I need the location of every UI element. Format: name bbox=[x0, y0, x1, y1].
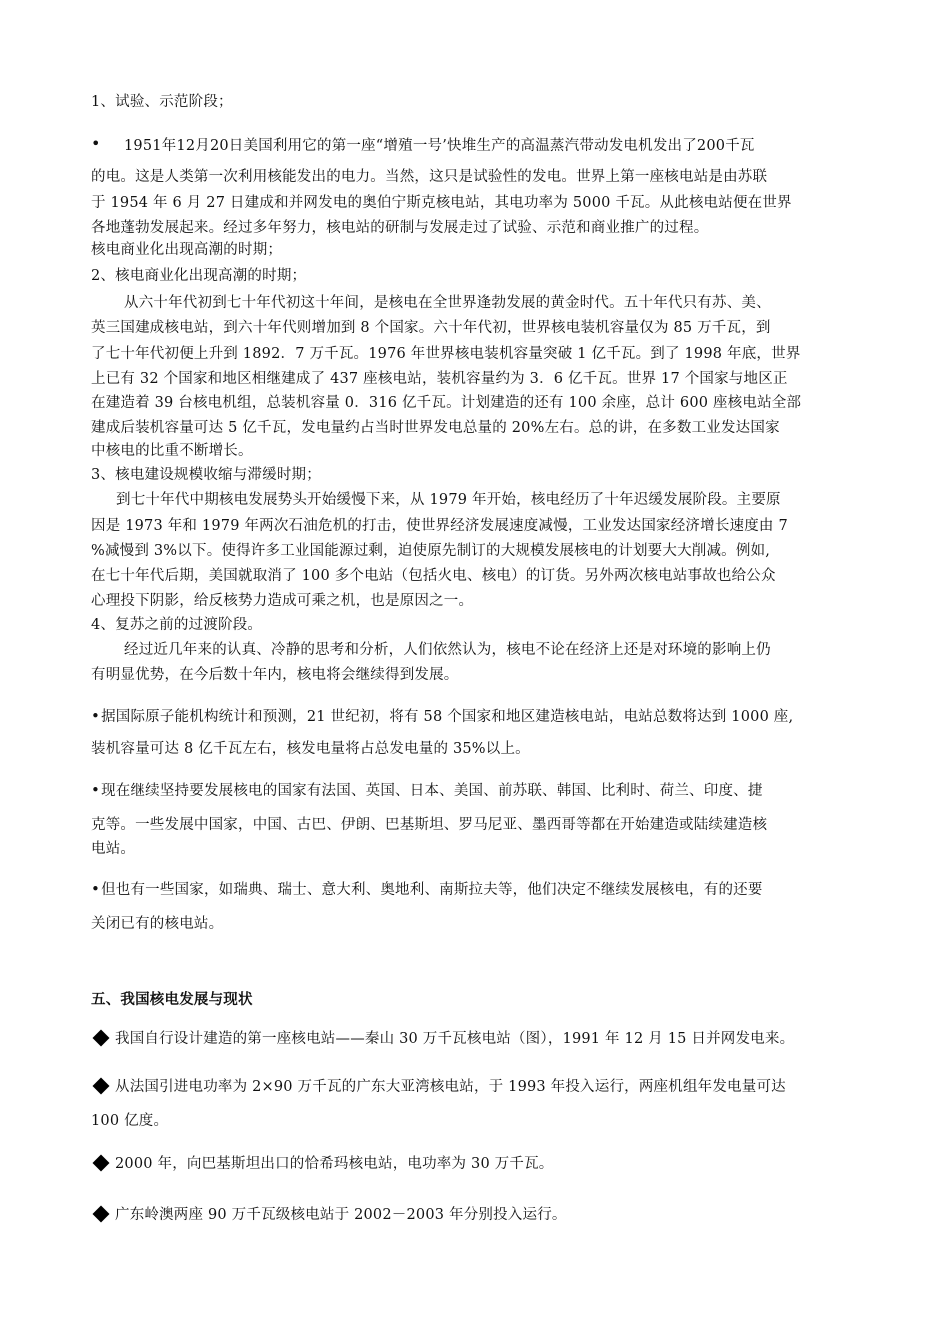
paragraph-4-line-1: 经过近几年来的认真、冷静的思考和分析，人们依然认为，核电不论在经济上还是对环境的影响上仍 bbox=[124, 642, 771, 658]
paragraph-3-line-4: 在七十年代后期，美国就取消了 100 多个电站（包括火电、核电）的订货。另外两次核电站事故也给公众 bbox=[91, 568, 776, 584]
bullet-mark: • bbox=[91, 781, 101, 799]
paragraph-2-line-3: 了七十年代初便上升到 1892．7 万千瓦。1976 年世界核电装机容量突破 1 亿千瓦。到了 1998 年底，世界 bbox=[91, 346, 801, 362]
bullet-1-line-2: 装机容量可达 8 亿千瓦左右，核发电量将占总发电量的 35%以上。 bbox=[91, 741, 530, 757]
paragraph-1-line-2: 的电。这是人类第一次利用核能发出的电力。当然，这只是试验性的发电。世界上第一座核电站是由苏联 bbox=[91, 169, 768, 185]
diamond-item-3 bbox=[91, 1154, 866, 1174]
bullet-mark: • bbox=[91, 880, 101, 898]
section-2-heading: 2、核电商业化出现高潮的时期； bbox=[91, 268, 307, 284]
paragraph-4-line-2: 有明显优势，在今后数十年内，核电将会继续得到发展。 bbox=[91, 667, 459, 683]
bullet-1-text: 据国际原子能机构统计和预测，21 世纪初，将有 58 个国家和地区建造核电站，电站总数将达到 1000 座, bbox=[101, 709, 794, 725]
paragraph-2-line-5: 在建造着 39 台核电机组，总装机容量 0．316 亿千瓦。计划建造的还有 100 余座，总计 600 座核电站全部 bbox=[91, 395, 802, 411]
section-5-heading: 五、我国核电发展与现状 bbox=[91, 992, 253, 1008]
paragraph-2-line-6: 建成后装机容量可达 5 亿千瓦，发电量约占当时世界发电总量的 20%左右。总的讲，在多数工业发达国家 bbox=[91, 420, 780, 436]
paragraph-2-line-4: 上已有 32 个国家和地区相继建成了 437 座核电站，装机容量约为 3．6 亿千瓦。世界 17 个国家与地区正 bbox=[91, 371, 788, 387]
diamond-item-2-text: 从法国引进电功率为 2×90 万千瓦的广东大亚湾核电站，于 1993 年投入运行，两座机组年发电量可达 bbox=[115, 1079, 786, 1095]
paragraph-1-line-5: 核电商业化出现高潮的时期； bbox=[91, 242, 283, 258]
bullet-2-line-1 bbox=[91, 780, 866, 801]
bullet-3-text: 但也有一些国家，如瑞典、瑞士、意大利、奥地利、南斯拉夫等，他们决定不继续发展核电，有的还要 bbox=[101, 882, 763, 898]
paragraph-3-line-5: 心理投下阴影，给反核势力造成可乘之机，也是原因之一。 bbox=[91, 593, 474, 609]
bullet-3-line-1 bbox=[91, 879, 866, 900]
diamond-item-2-line-2: 100 亿度。 bbox=[91, 1113, 169, 1129]
bullet-3-line-2: 关闭已有的核电站。 bbox=[91, 916, 224, 932]
paragraph-2-line-2: 英三国建成核电站，到六十年代则增加到 8 个国家。六十年代初，世界核电装机容量仅为 85 万千瓦，到 bbox=[91, 320, 771, 336]
diamond-bullet-icon bbox=[93, 1206, 110, 1223]
paragraph-1-line-4: 各地蓬勃发展起来。经过多年努力，核电站的研制与发展走过了试验、示范和商业推广的过程。 bbox=[91, 220, 709, 236]
bullet-2-line-3: 电站。 bbox=[91, 841, 136, 857]
section-1-heading: 1、试验、示范阶段； bbox=[91, 94, 233, 110]
diamond-bullet-icon bbox=[93, 1030, 110, 1047]
diamond-item-4-text: 广东岭澳两座 90 万千瓦级核电站于 2002－2003 年分别投入运行。 bbox=[115, 1207, 567, 1223]
section-4-heading: 4、复苏之前的过渡阶段。 bbox=[91, 617, 263, 633]
diamond-bullet-icon bbox=[93, 1155, 110, 1172]
bullet-2-text: 现在继续坚持要发展核电的国家有法国、英国、日本、美国、前苏联、韩国、比利时、荷兰、印度、捷 bbox=[101, 783, 763, 799]
paragraph-1-line-1: 1951年12月20日美国利用它的第一座“增殖一号’快堆生产的高温蒸汽带动发电机发出了200千瓦 bbox=[124, 138, 755, 154]
paragraph-1-line-3: 于 1954 年 6 月 27 日建成和并网发电的奥伯宁斯克核电站，其电功率为 5000 千瓦。从此核电站便在世界 bbox=[91, 195, 792, 211]
paragraph-3-line-3: %减慢到 3%以下。使得许多工业国能源过剩，迫使原先制订的大规模发展核电的计划要大大削减。例如, bbox=[91, 543, 771, 559]
diamond-item-1 bbox=[91, 1029, 866, 1049]
paragraph-2-line-1: 从六十年代初到七十年代初这十年间，是核电在全世界逢勃发展的黄金时代。五十年代只有苏、美、 bbox=[124, 295, 771, 311]
bullet-mark: • bbox=[91, 707, 101, 725]
paragraph-2-line-7: 中核电的比重不断增长。 bbox=[91, 443, 253, 459]
bullet-1-line-1 bbox=[91, 706, 866, 727]
diamond-item-3-text: 2000 年，向巴基斯坦出口的恰希玛核电站，电功率为 30 万千瓦。 bbox=[115, 1156, 554, 1172]
bullet-2-line-2: 克等。一些发展中国家，中国、古巴、伊朗、巴基斯坦、罗马尼亚、墨西哥等都在开始建造或陆续建造核 bbox=[91, 817, 768, 833]
diamond-item-2 bbox=[91, 1077, 866, 1097]
section-3-heading: 3、核电建设规模收缩与滞缓时期； bbox=[91, 467, 321, 483]
diamond-bullet-icon bbox=[93, 1078, 110, 1095]
bullet-mark: • bbox=[91, 134, 101, 153]
paragraph-3-line-1: 到七十年代中期核电发展势头开始缓慢下来，从 1979 年开始，核电经历了十年迟缓发展阶段。主要原 bbox=[116, 492, 781, 508]
diamond-item-4 bbox=[91, 1205, 866, 1225]
paragraph-3-line-2: 因是 1973 年和 1979 年两次石油危机的打击，使世界经济发展速度减慢，工业发达国家经济增长速度由 7 bbox=[91, 518, 788, 534]
diamond-item-1-text: 我国自行设计建造的第一座核电站——秦山 30 万千瓦核电站（图），1991 年 12 月 15 日并网发电来。 bbox=[115, 1031, 795, 1047]
